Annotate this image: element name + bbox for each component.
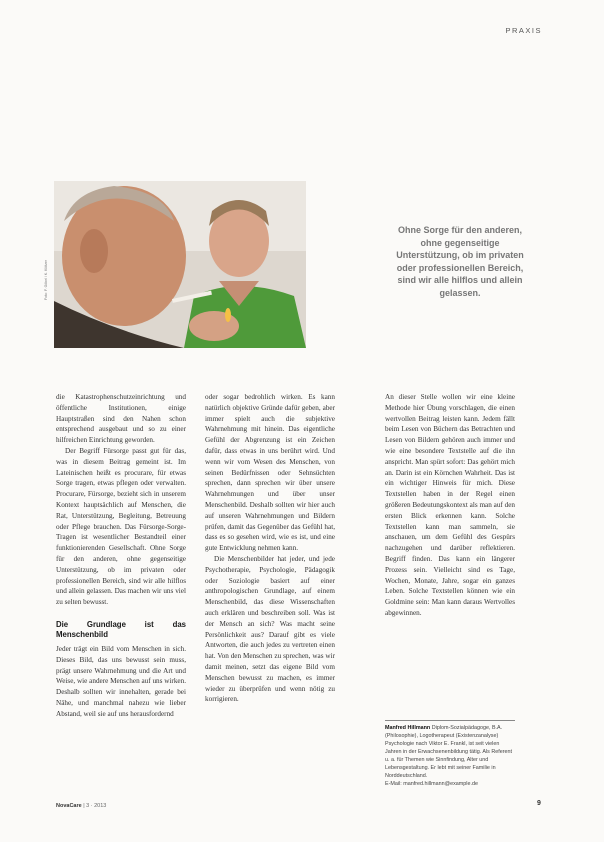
photo-credit: Foto: F. Göbel / K. Klötzer xyxy=(44,259,48,300)
paragraph: Der Begriff Fürsorge passt gut für das, was in diesem Beitrag gemeint ist. Im Lateinischen heißt es procurare, für etwas Sorge tragen, etwas pflegen oder verwalten. Procurare, Fürsorge, bezieht sich in unserem Kontext hauptsächlich auf Menschen, die Rat, Unterstützung, Begleitung, Betreuung oder Pflege brauchen. Das Fürsorge-Sorge-Tragen ist wesentlicher Bestandteil einer funktionierenden Gesellschaft. Ohne Sorge für den anderen, ohne gegenseitige Unterstützung, ob im privaten oder professionellen Bereich, sind wir alle hilflos und allein gelassen. Das machen wir uns viel zu selten bewusst. xyxy=(56,446,186,607)
column-2 xyxy=(205,392,335,705)
article-photo xyxy=(54,181,306,348)
magazine-name: NovaCare xyxy=(56,803,82,809)
page-number: 9 xyxy=(537,800,541,807)
issue-info: | 3 · 2013 xyxy=(83,803,107,809)
author-description: Diplom-Sozialpädagoge, B.A. (Philosophie), Logotherapeut (Existenzanalyse) Psychologie nach Viktor E. Frankl, ist seit vielen Jahren in der Erwachsenenbildung tätig. Als Referent u. a. für Themen wie Sinnfindung, Alter und Lebensgestaltung. Er lebt mit seiner Familie in Norddeutschland. xyxy=(385,725,513,779)
column-3 xyxy=(385,392,515,619)
author-email: E-Mail: manfred.hillmann@example.de xyxy=(385,781,478,787)
column-1 xyxy=(56,392,186,720)
paragraph: die Katastrophenschutzeinrichtung und öffentliche Institutionen, einige Hauptstraßen sind den Nahen schon entsprechend ausgebaut und so zu einer hilfreichen Einrichtung geworden. xyxy=(56,393,186,445)
paragraph: oder sogar bedrohlich wirken. Es kann natürlich objektive Gründe dafür geben, aber immer spielt auch die subjektive Wahrnehmung mit hinein. Das eigentliche Gefühl der Abgrenzung ist ein Zeichen dafür, dass etwas in uns berührt wird. Und wenn wir vom Wesen des Menschen, von seinen Bedürfnissen oder Sehnsüchten sprechen, dann sprechen wir über unsere Wahrnehmungen und über unser Menschenbild. Deshalb sollten wir hier auch auf unseren Wahrnehmungen und Bildern prüfen, damit das Gegenüber das Gefühl hat, dass es so gesehen wird, wie es ist, und eine gute Entwicklung nehmen kann. xyxy=(205,393,335,553)
paragraph: Die Menschenbilder hat jeder, und jede Psychotherapie, Psychologie, Pädagogik oder Soziologie basiert auf einer anthropologischen Grundlage, auf einem Menschenbild, das diese Wissenschaften auch erklären und beschreiben soll. Was ist der Mensch an sich? Was macht seine Persönlichkeit aus? Darauf gibt es viele Antworten, die auch jedes zu vertreten einen hat. Von den Menschen zu sprechen, was wir damit meinen, setzt das eigene Bild vom Menschen bewusst zu machen, es immer wieder zu überprüfen und wenn nötig zu korrigieren. xyxy=(205,554,335,704)
author-name: Manfred Hillmann xyxy=(385,725,431,731)
author-bio xyxy=(385,720,515,788)
section-header: PRAXIS xyxy=(505,26,542,35)
footer xyxy=(56,803,106,809)
pull-quote: Ohne Sorge für den anderen, ohne gegenseitige Unterstützung, ob im privaten oder professionellen Bereich, sind wir alle hilflos und allein gelassen. xyxy=(396,225,524,298)
paragraph: An dieser Stelle wollen wir eine kleine Methode hier Übung vorschlagen, die einen wertvollen Beitrag leisten kann. Jedem fällt beim Lesen von Büchern das Betrachten und Lesen von Bildern gehören auch immer und wie eine besondere Textstelle auf die ihn anspricht. Man spürt sofort: Das gehört mich an. Darin ist ein Körnchen Wahrheit. Das ist ein wichtiger Hinweis für mich. Diese Textstellen haben in der Regel einen größeren Bedeutungskontext als man auf den ersten Blick erkennen kann. Solche Textstellen kann man sammeln, sie anschauen, um dem Gefühl des Gespürs nachzugehen und darüber reflektieren. Begriff finden. Das kann ein längerer Prozess sein. Vielleicht sind es Tage, Wochen, Monate, Jahre, sogar ein ganzes Leben. Solche Textstellen können wie ein Goldmine sein: Man kann daraus Wertvolles abgewinnen. xyxy=(385,393,515,617)
section-heading: Die Grundlage ist das Menschenbild xyxy=(56,619,186,639)
photo-illustration xyxy=(54,181,306,348)
paragraph: Jeder trägt ein Bild vom Menschen in sich. Dieses Bild, das uns bewusst sein muss, prägt unsere Wahrnehmung und die Art und Weise, wie andere Menschen auf uns wirken. Deshalb sollten wir innehalten, gerade bei Nähe, und manchmal nahezu wie lieber Abstand, weil sie auf uns herausfordernd xyxy=(56,644,186,718)
